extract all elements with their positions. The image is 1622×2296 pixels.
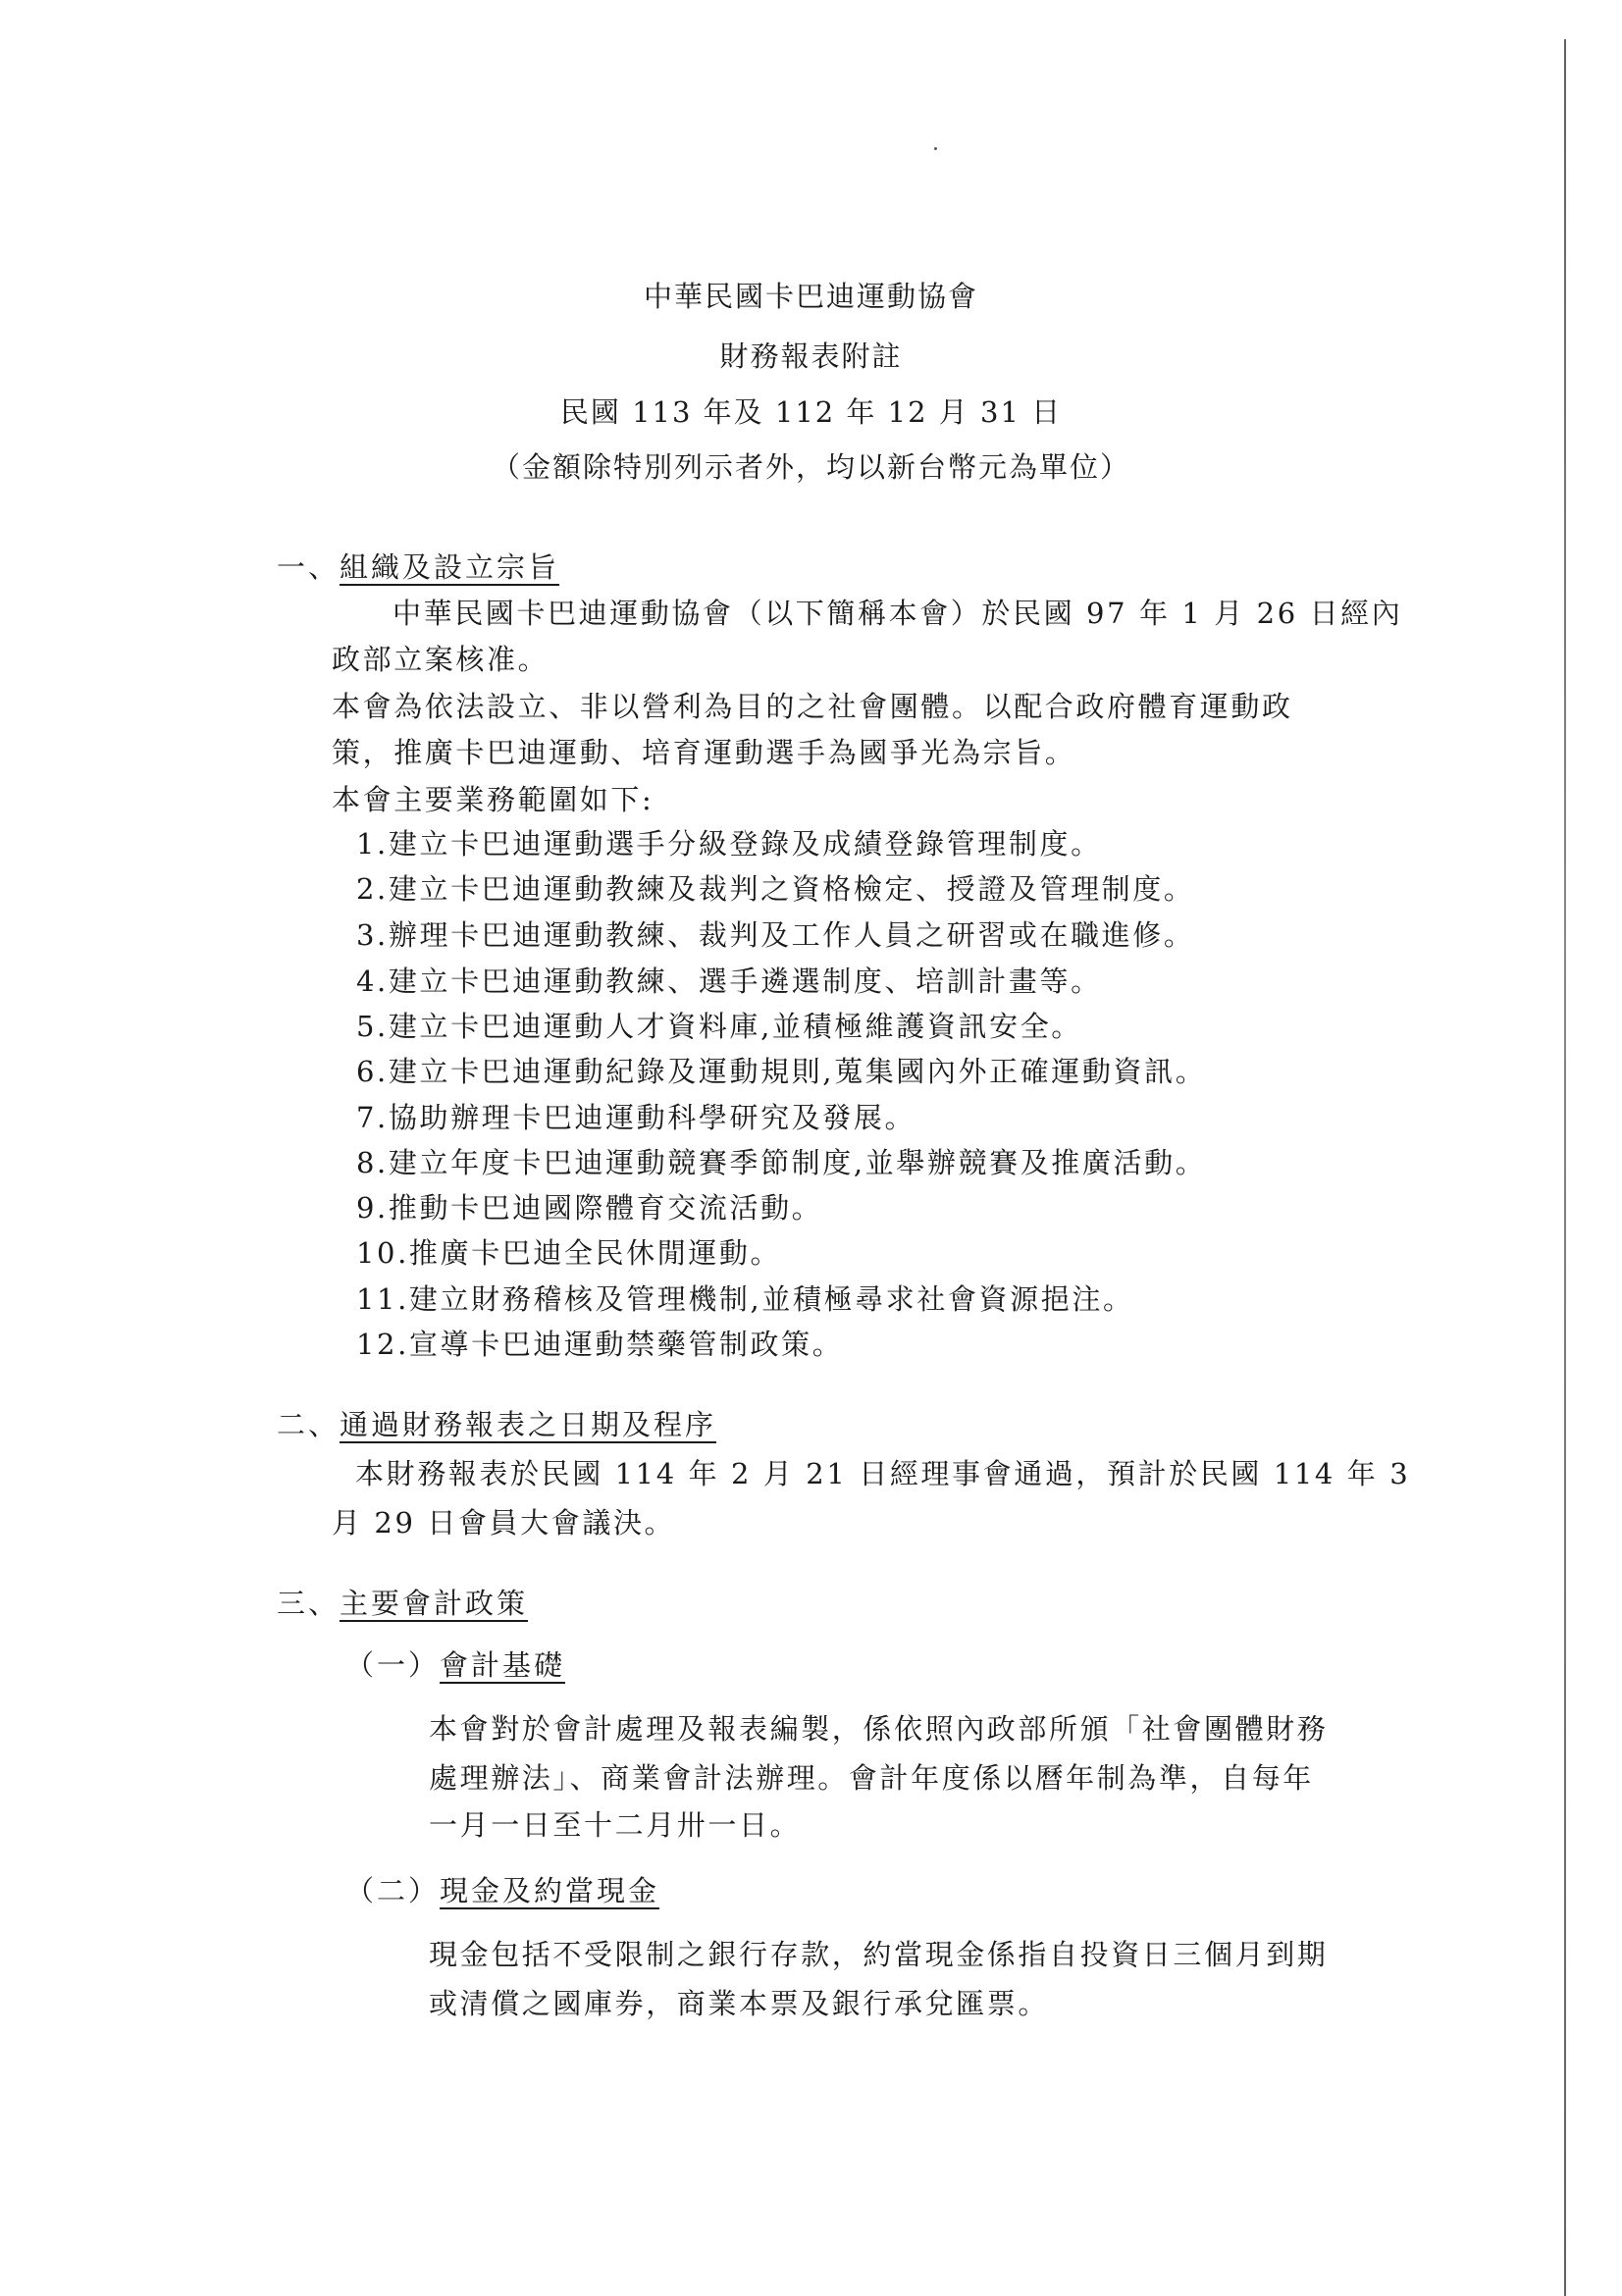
section2-heading (277, 1403, 716, 1443)
section1-p2-line2: 策，推廣卡巴迪運動、培育運動選手為國爭光為宗旨。 (332, 736, 1076, 769)
list-item: 2.建立卡巴迪運動教練及裁判之資格檢定、授證及管理制度。 (356, 872, 1195, 906)
subsection1-line3: 一月一日至十二月卅一日。 (429, 1808, 802, 1842)
subsection1-line1: 本會對於會計處理及報表編製，係依照內政部所頒「社會團體財務 (429, 1712, 1329, 1746)
list-item: 6.建立卡巴迪運動紀錄及運動規則,蒐集國內外正確運動資訊。 (356, 1055, 1207, 1088)
list-item: 1.建立卡巴迪運動選手分級登錄及成績登錄管理制度。 (356, 827, 1102, 861)
subsection1-number: （一） (345, 1648, 441, 1682)
section3-heading (277, 1582, 528, 1622)
section1-p3: 本會主要業務範圍如下: (332, 783, 654, 816)
section1-title: 組織及設立宗旨 (340, 550, 560, 584)
list-item: 7.協助辦理卡巴迪運動科學研究及發展。 (356, 1101, 916, 1134)
list-item: 10.推廣卡巴迪全民休閒運動。 (356, 1236, 782, 1270)
section3-number: 三、 (277, 1587, 340, 1620)
section2-line2: 月 29 日會員大會議決。 (332, 1506, 676, 1539)
subsection2-line2: 或清償之國庫券，商業本票及銀行承兌匯票。 (429, 1987, 1050, 2020)
subsection1-title: 會計基礎 (440, 1648, 566, 1682)
subsection2-line1: 現金包括不受限制之銀行存款，約當現金係指自投資日三個月到期 (429, 1938, 1329, 1971)
subsection2-number: （二） (345, 1874, 441, 1907)
report-period: 民國 113 年及 112 年 12 月 31 日 (559, 395, 1063, 429)
section2-title: 通過財務報表之日期及程序 (340, 1408, 717, 1441)
section1-heading (277, 546, 559, 586)
section2-line1: 本財務報表於民國 114 年 2 月 21 日經理事會通過，預計於民國 114 年 3 (355, 1457, 1411, 1490)
section2-number: 二、 (277, 1408, 340, 1441)
list-item: 12.宣導卡巴迪運動禁藥管制政策。 (356, 1328, 844, 1361)
subsection2-title: 現金及約當現金 (440, 1874, 660, 1907)
list-item: 5.建立卡巴迪運動人才資料庫,並積極維護資訊安全。 (356, 1010, 1082, 1043)
subsection2-heading (345, 1869, 659, 1909)
list-item: 4.建立卡巴迪運動教練、選手遴選制度、培訓計畫等。 (356, 965, 1102, 998)
section3-title: 主要會計政策 (340, 1587, 529, 1620)
subsection1-heading (345, 1644, 565, 1684)
section1-p2-line1: 本會為依法設立、非以營利為目的之社會團體。以配合政府體育運動政 (332, 690, 1293, 723)
scan-speck (934, 147, 937, 150)
subsection1-line2: 處理辦法」、商業會計法辦理。會計年度係以曆年制為準，自每年 (429, 1761, 1314, 1795)
unit-note: （金額除特別列示者外，均以新台幣元為單位） (491, 450, 1130, 484)
doc-title: 財務報表附註 (719, 339, 903, 373)
section1-p1-line1: 中華民國卡巴迪運動協會（以下簡稱本會）於民國 97 年 1 月 26 日經內 (392, 597, 1403, 630)
section1-number: 一、 (277, 550, 340, 584)
list-item: 8.建立年度卡巴迪運動競賽季節制度,並舉辦競賽及推廣活動。 (356, 1146, 1207, 1179)
org-name: 中華民國卡巴迪運動協會 (643, 280, 978, 313)
list-item: 9.推動卡巴迪國際體育交流活動。 (356, 1191, 823, 1225)
list-item: 11.建立財務稽核及管理機制,並積極尋求社會資源挹注。 (356, 1282, 1134, 1316)
scan-edge-line (1564, 39, 1566, 2296)
list-item: 3.辦理卡巴迪運動教練、裁判及工作人員之研習或在職進修。 (356, 918, 1195, 952)
section1-p1-line2: 政部立案核准。 (332, 643, 549, 676)
